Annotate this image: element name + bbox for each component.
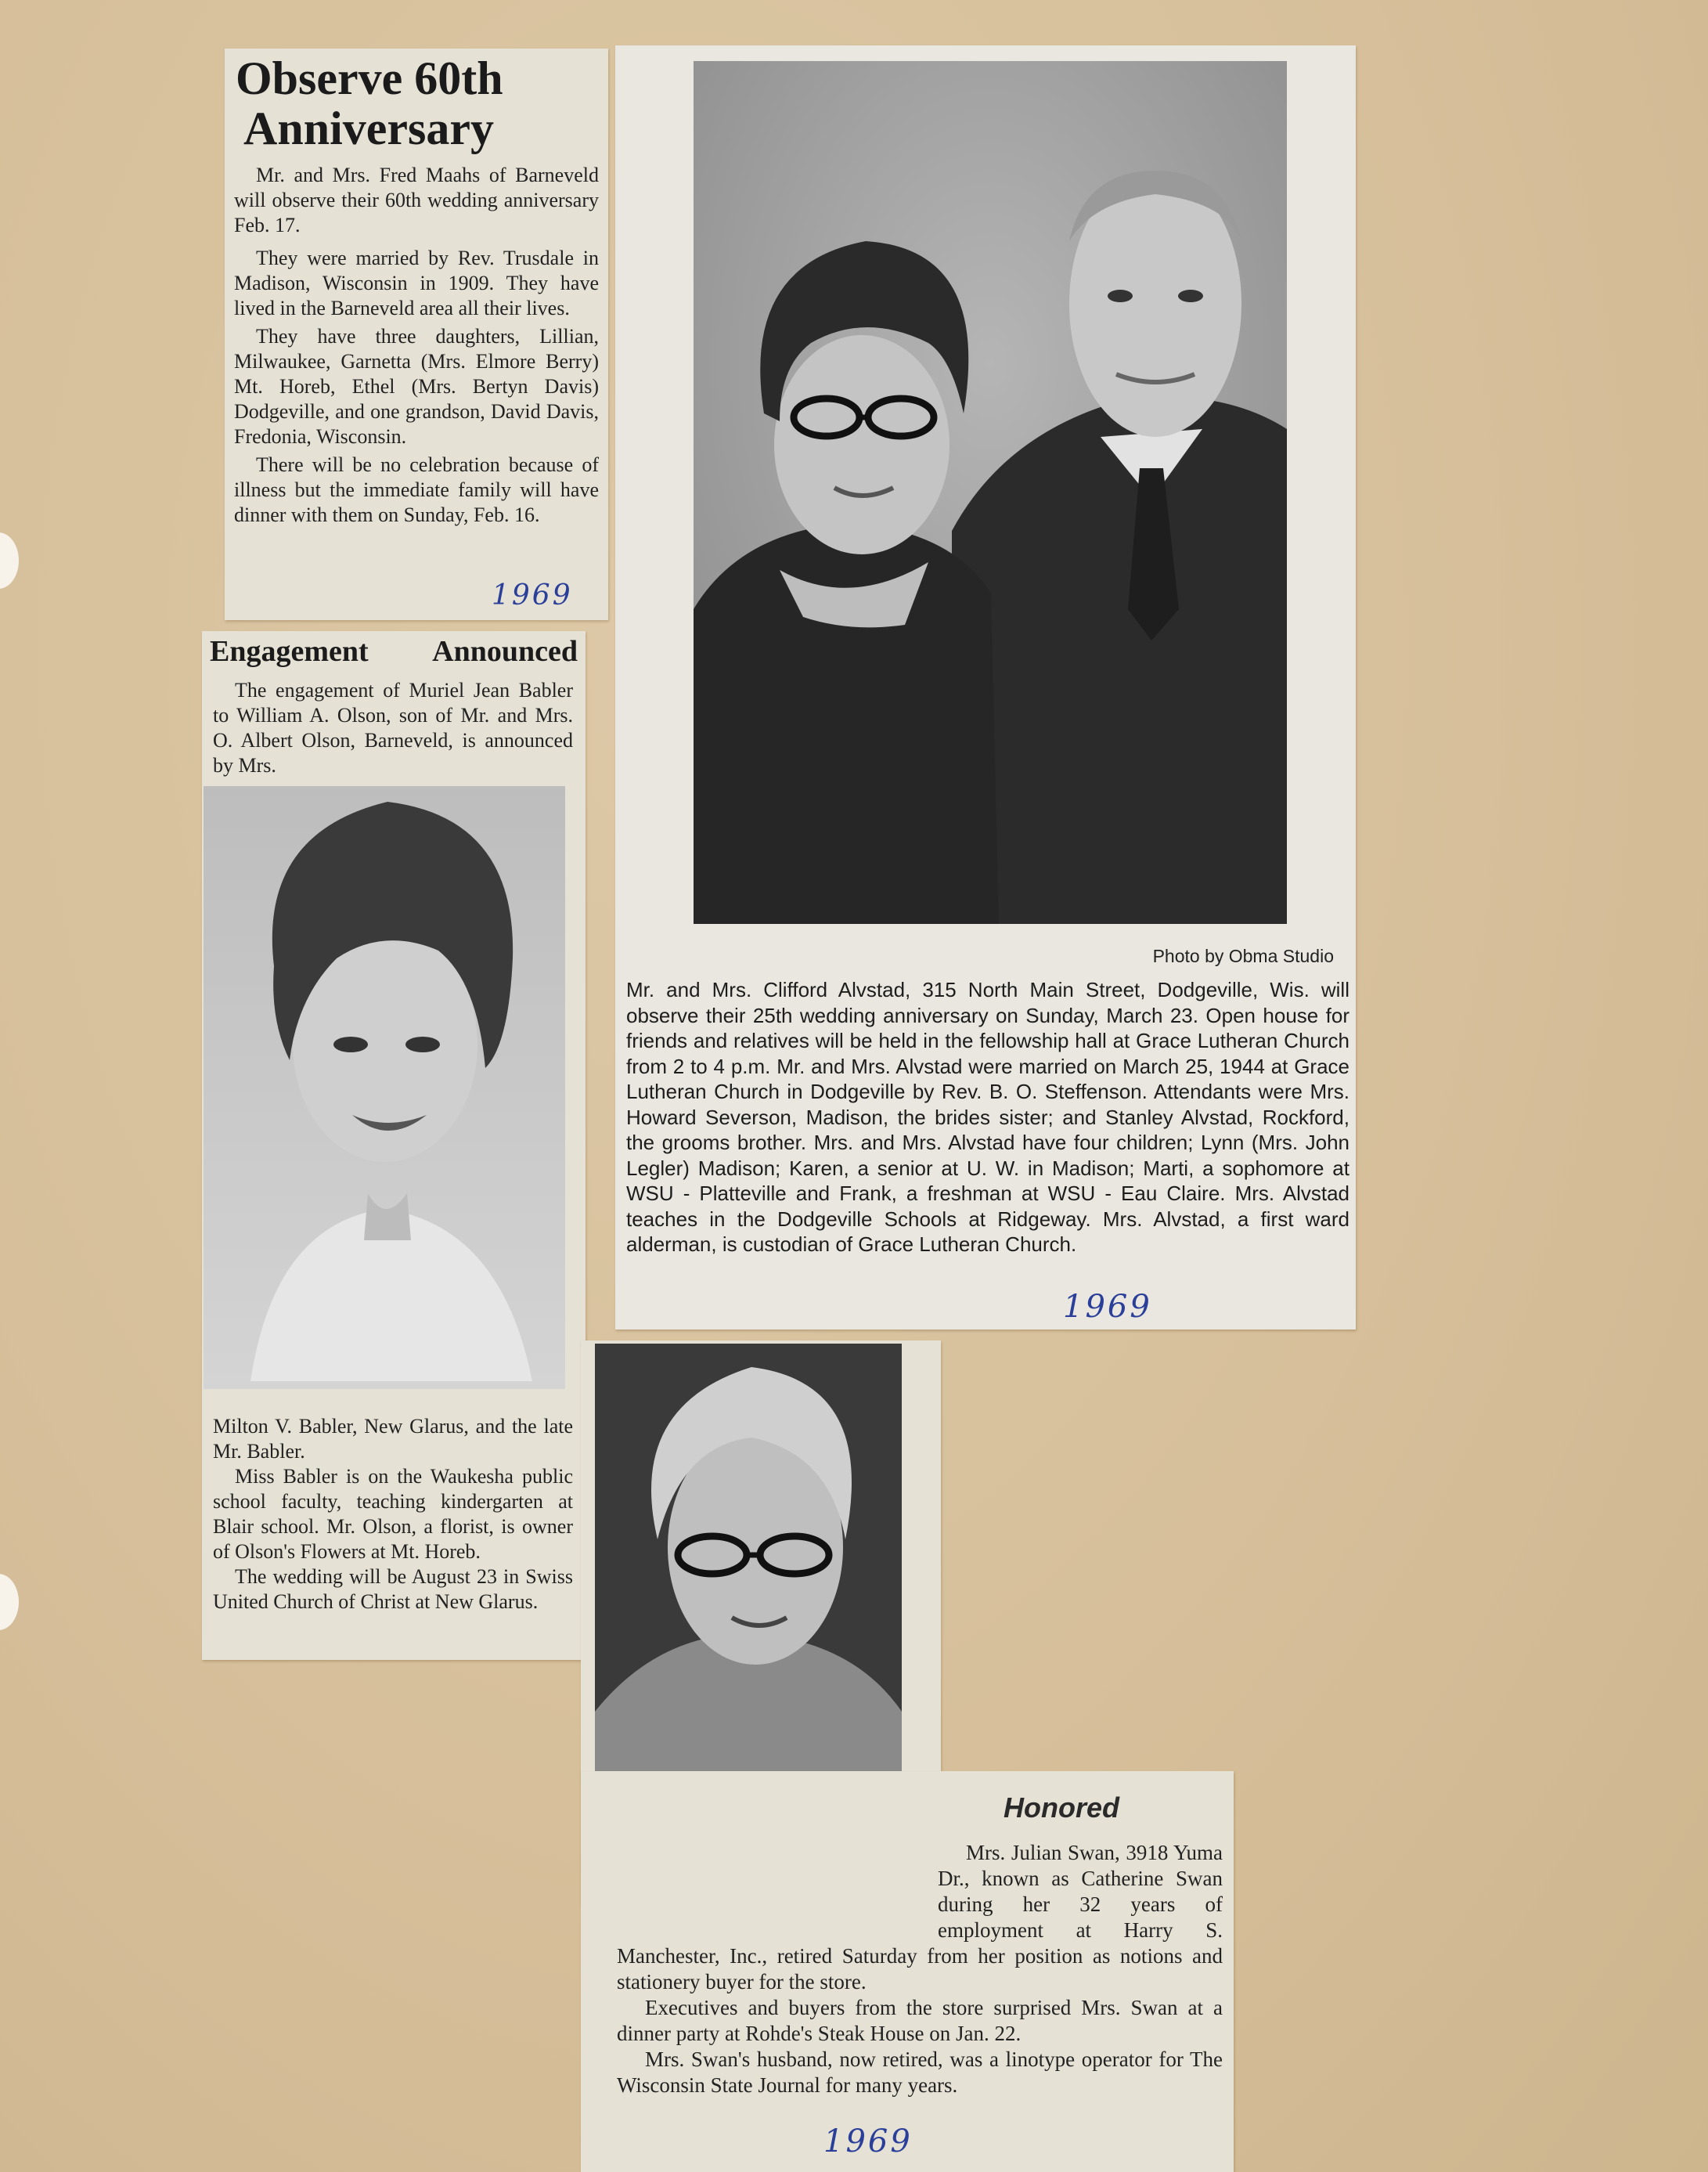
photo-wrap-spacer — [617, 1840, 938, 1939]
body-paragraph: The wedding will be August 23 in Swiss United Church of Christ at New Glarus. — [213, 1565, 573, 1613]
body-paragraph: They were married by Rev. Trusdale in Madison, Wisconsin in 1909. They have lived in the Barneveld area all their lives. — [234, 247, 599, 319]
honored-headline: Honored — [1004, 1791, 1119, 1824]
engagement-portrait-photo — [204, 786, 565, 1389]
engagement-intro: The engagement of Muriel Jean Babler to William A. Olson, son of Mr. and Mrs. O. Albert Olson, Barneveld, is announced by Mrs. — [213, 679, 573, 777]
engagement-headline: Engagement Announced — [210, 635, 578, 668]
binder-hole-bottom — [0, 1574, 19, 1630]
couple-portrait-photo — [694, 61, 1287, 924]
couple-photo-art — [694, 61, 1287, 924]
bride-photo-art — [204, 786, 565, 1389]
body-paragraph: Mrs. Julian Swan, 3918 Yuma Dr., known as Catherine Swan during her 32 years of employment at Harry S. Manchester, Inc., retired Saturday from her position as notions and stationery buyer for the store. — [617, 1841, 1223, 1993]
handwritten-year-honored: 1969 — [823, 2123, 913, 2159]
body-paragraph: Mr. and Mrs. Fred Maahs of Barneveld will observe their 60th wedding anniversary Feb. 17. — [234, 164, 599, 236]
headline-line-2: Anniversary — [243, 103, 494, 154]
photo-credit: Photo by Obma Studio — [1152, 946, 1334, 966]
binder-hole-top — [0, 532, 19, 589]
body-paragraph: Mrs. Swan's husband, now retired, was a linotype operator for The Wisconsin State Journal for many years. — [617, 2048, 1223, 2097]
anniversary-25th-clipping — [615, 45, 1356, 1330]
anniversary-60th-clipping — [225, 49, 608, 620]
body-paragraph: There will be no celebration because of illness but the immediate family will have dinner with them on Sunday, Feb. 16. — [234, 453, 599, 526]
engagement-body — [213, 1414, 573, 1615]
handwritten-year-60th: 1969 — [492, 579, 573, 612]
body-paragraph: Executives and buyers from the store surprised Mrs. Swan at a dinner party at Rohde's Steak House on Jan. 22. — [617, 1996, 1223, 2045]
anniversary-60th-headline — [236, 53, 503, 153]
engagement-clipping — [202, 631, 586, 1660]
anniversary-60th-body — [234, 163, 599, 528]
anniversary-25th-body: Mr. and Mrs. Clifford Alvstad, 315 North Main Street, Dodgeville, Wis. will observe their 25th wedding anniversary on Sunday, March 23. Open house for friends and relatives will be held in the fellowship hall at Grace Lutheran Church from 2 to 4 p.m. Mr. and Mrs. Alvstad were married on March 25, 1944 at Grace Lutheran Church in Dodgeville by Rev. B. O. Steffenson. Attendants were Mrs. Howard Severson, Madison, the brides sister; and Stanley Alvstad, Rockford, the grooms brother. Mrs. and Mrs. Alvstad have four children; Lynn (Mrs. John Legler) Madison; Karen, a senior at U. W. in Madison; Marti, a sophomore at WSU - Platteville and Frank, a freshman at WSU - Eau Claire. Mrs. Alvstad teaches in the Dodgeville Schools at Ridgeway. Mrs. Alvstad, a first ward alderman, is custodian of Grace Lutheran Church. — [626, 978, 1349, 1256]
body-paragraph: They have three daughters, Lillian, Milwaukee, Garnetta (Mrs. Elmore Berry) Mt. Horeb, Ethel (Mrs. Bertyn Davis) Dodgeville, and one grandson, David Davis, Fredonia, Wisconsin. — [234, 325, 599, 448]
handwritten-year-25th: 1969 — [1063, 1289, 1152, 1325]
honored-text-clipping — [581, 1771, 1234, 2172]
honored-body — [617, 1840, 1223, 2098]
body-paragraph: Milton V. Babler, New Glarus, and the late Mr. Babler. — [213, 1415, 573, 1463]
body-paragraph: Miss Babler is on the Waukesha public school faculty, teaching kindergarten at Blair school. Mr. Olson, a florist, is owner of Olson's Flowers at Mt. Horeb. — [213, 1465, 573, 1563]
headline-line-1: Observe 60th — [236, 52, 503, 104]
